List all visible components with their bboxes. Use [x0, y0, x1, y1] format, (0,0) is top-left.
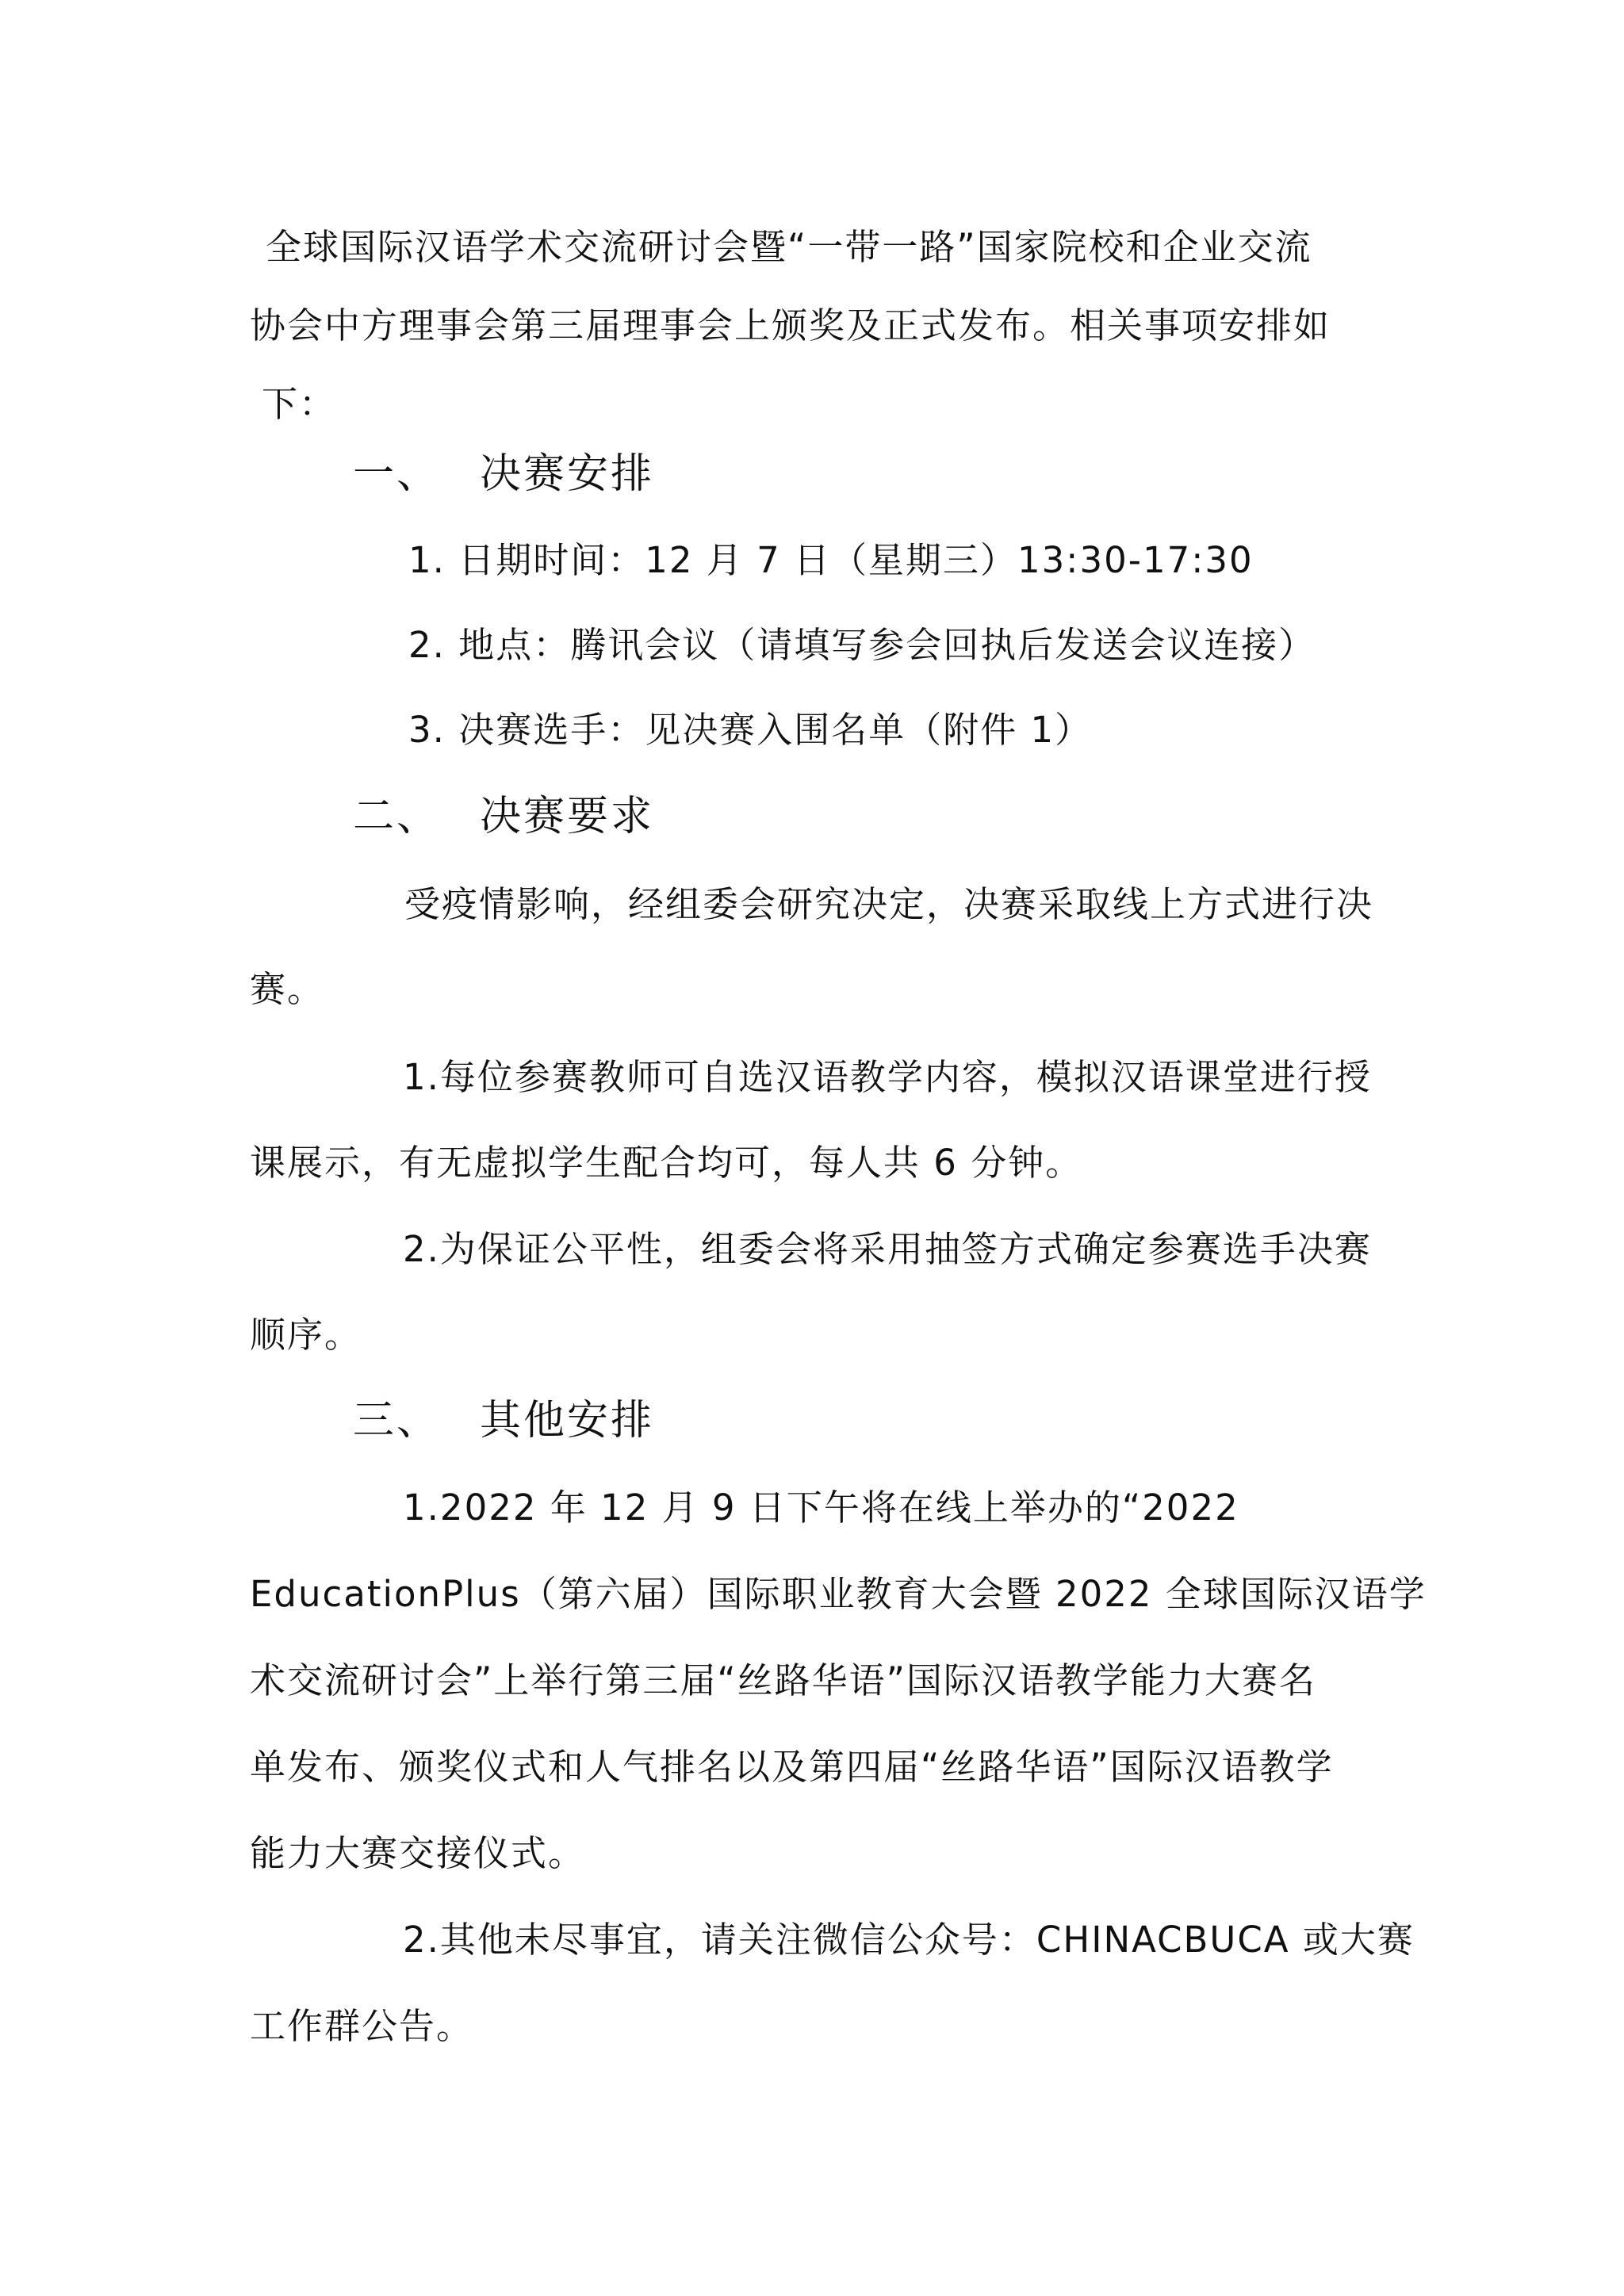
section-2-heading: [353, 793, 654, 840]
section-1-title: 决赛安排: [480, 450, 655, 498]
section-3-para-2-line-1: 2.其他未尽事宜，请关注微信公众号：CHINACBUCA 或大赛: [403, 1919, 1415, 1961]
section-3-para-1-line-2: EducationPlus（第六届）国际职业教育大会暨 2022 全球国际汉语学: [250, 1573, 1427, 1615]
section-1-item-2: 2. 地点：腾讯会议（请填写参会回执后发送会议连接）: [408, 624, 1316, 666]
section-3-title: 其他安排: [480, 1397, 655, 1445]
section-1-number: 一、: [353, 450, 441, 498]
section-3-para-1-line-4: 单发布、颁奖仪式和人气排名以及第四届“丝路华语”国际汉语教学: [250, 1746, 1334, 1788]
section-1-item-3: 3. 决赛选手：见决赛入围名单（附件 1）: [408, 709, 1093, 751]
section-3-para-1-line-1: 1.2022 年 12 月 9 日下午将在线上举办的“2022: [403, 1487, 1239, 1529]
section-2-title: 决赛要求: [480, 793, 655, 840]
section-2-number: 二、: [353, 793, 441, 840]
section-2-para-1-line-1: 受疫情影响，经组委会研究决定，决赛采取线上方式进行决: [404, 883, 1374, 925]
section-2-para-2-line-2: 课展示，有无虚拟学生配合均可，每人共 6 分钟。: [250, 1142, 1083, 1184]
section-3-para-2-line-2: 工作群公告。: [250, 2005, 474, 2047]
intro-line-1: 全球国际汉语学术交流研讨会暨“一带一路”国家院校和企业交流: [266, 226, 1312, 268]
section-3-para-1-line-3: 术交流研讨会”上举行第三届“丝路华语”国际汉语教学能力大赛名: [250, 1659, 1316, 1701]
section-3-para-1-line-5: 能力大赛交接仪式。: [250, 1832, 586, 1874]
section-1-item-1: 1. 日期时间：12 月 7 日（星期三）13:30-17:30: [408, 539, 1254, 581]
section-2-para-3-line-2: 顺序。: [250, 1314, 362, 1356]
intro-line-3: 下：: [262, 383, 337, 425]
section-2-para-2-line-1: 1.每位参赛教师可自选汉语教学内容，模拟汉语课堂进行授: [403, 1056, 1372, 1098]
intro-line-2: 协会中方理事会第三届理事会上颁奖及正式发布。相关事项安排如: [250, 304, 1331, 346]
section-3-heading: [353, 1397, 654, 1445]
section-2-para-3-line-1: 2.为保证公平性，组委会将采用抽签方式确定参赛选手决赛: [403, 1228, 1372, 1270]
section-1-heading: [353, 450, 654, 498]
section-3-number: 三、: [353, 1397, 441, 1445]
section-2-para-1-line-2: 赛。: [250, 968, 325, 1010]
